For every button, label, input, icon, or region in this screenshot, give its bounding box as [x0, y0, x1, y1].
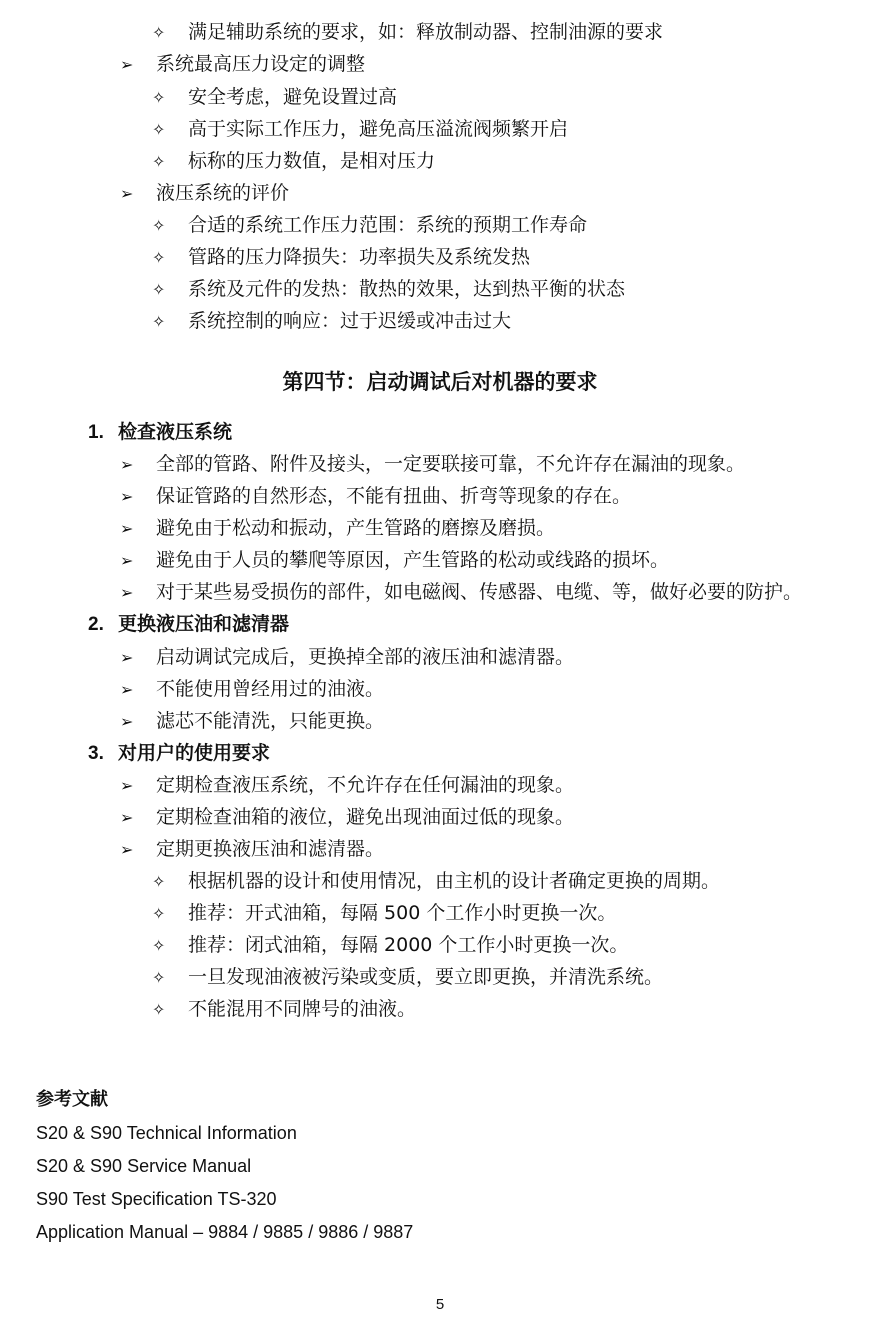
- diamond-bullet-icon: ✧: [152, 936, 166, 955]
- list-item: [152, 933, 628, 958]
- list-item-text: 全部的管路、附件及接头，一定要联接可靠，不允许存在漏油的现象。: [156, 453, 746, 475]
- diamond-bullet-icon: ✧: [152, 120, 166, 139]
- arrow-bullet-icon: ➢: [120, 680, 134, 699]
- list-item-text: 避免由于人员的攀爬等原因，产生管路的松动或线路的损坏。: [156, 549, 670, 571]
- list-item-text: 系统控制的响应：过于迟缓或冲击过大: [188, 310, 512, 332]
- list-item-text: 满足辅助系统的要求，如：释放制动器、控制油源的要求: [188, 21, 664, 43]
- list-item: [120, 484, 631, 509]
- heading-text: 对用户的使用要求: [118, 742, 271, 764]
- list-item-text: 根据机器的设计和使用情况，由主机的设计者确定更换的周期。: [188, 870, 721, 892]
- arrow-bullet-icon: ➢: [120, 583, 134, 602]
- heading-text: 更换液压油和滤清器: [118, 613, 290, 635]
- list-item: [152, 117, 568, 142]
- list-item-text: 安全考虑，避免设置过高: [188, 86, 398, 108]
- list-item: [120, 516, 555, 541]
- list-item: [152, 997, 416, 1022]
- list-item: [120, 580, 802, 605]
- diamond-bullet-icon: ✧: [152, 152, 166, 171]
- list-item-text: 一旦发现油液被污染或变质，要立即更换，并清洗系统。: [188, 966, 664, 988]
- arrow-bullet-icon: ➢: [120, 648, 134, 667]
- list-item-text: 推荐：开式油箱，每隔 500 个工作小时更换一次。: [188, 902, 617, 924]
- arrow-bullet-icon: ➢: [120, 184, 134, 203]
- diamond-bullet-icon: ✧: [152, 968, 166, 987]
- section-title: 第四节：启动调试后对机器的要求: [282, 370, 598, 394]
- reference-item: S20 & S90 Technical Information: [36, 1123, 297, 1143]
- list-item: [120, 452, 745, 477]
- arrow-bullet-icon: ➢: [120, 55, 134, 74]
- list-item: [152, 20, 663, 45]
- references-title: 参考文献: [36, 1089, 108, 1110]
- diamond-bullet-icon: ✧: [152, 88, 166, 107]
- page-number: 5: [435, 1296, 445, 1313]
- list-item-text: 高于实际工作压力，避免高压溢流阀频繁开启: [188, 118, 569, 140]
- list-item-text: 标称的压力数值，是相对压力: [188, 150, 436, 172]
- reference-item: S90 Test Specification TS-320: [36, 1189, 277, 1209]
- arrow-bullet-icon: ➢: [120, 808, 134, 827]
- list-item-text: 启动调试完成后，更换掉全部的液压油和滤清器。: [156, 646, 575, 668]
- diamond-bullet-icon: ✧: [152, 872, 166, 891]
- list-item: [152, 309, 511, 334]
- list-item: [120, 181, 289, 206]
- list-item: [152, 149, 435, 174]
- list-item-text: 不能使用曾经用过的油液。: [156, 678, 385, 700]
- numbered-heading: [88, 420, 232, 445]
- heading-number: 1.: [88, 422, 104, 443]
- list-item-text: 系统及元件的发热：散热的效果，达到热平衡的状态: [188, 278, 626, 300]
- list-item: [120, 837, 384, 862]
- list-item-text: 系统最高压力设定的调整: [156, 53, 366, 75]
- list-item-text: 推荐：闭式油箱，每隔 2000 个工作小时更换一次。: [188, 934, 629, 956]
- arrow-bullet-icon: ➢: [120, 776, 134, 795]
- diamond-bullet-icon: ✧: [152, 216, 166, 235]
- arrow-bullet-icon: ➢: [120, 455, 134, 474]
- list-item-text: 避免由于松动和振动，产生管路的磨擦及磨损。: [156, 517, 556, 539]
- diamond-bullet-icon: ✧: [152, 1000, 166, 1019]
- arrow-bullet-icon: ➢: [120, 840, 134, 859]
- diamond-bullet-icon: ✧: [152, 248, 166, 267]
- list-item: [152, 85, 397, 110]
- list-item: [120, 677, 384, 702]
- list-item: [152, 901, 616, 926]
- list-item: [152, 965, 663, 990]
- numbered-heading: [88, 612, 289, 637]
- list-item-text: 合适的系统工作压力范围：系统的预期工作寿命: [188, 214, 588, 236]
- list-item-text: 定期检查油箱的液位，避免出现油面过低的现象。: [156, 806, 575, 828]
- diamond-bullet-icon: ✧: [152, 280, 166, 299]
- heading-number: 3.: [88, 743, 104, 764]
- arrow-bullet-icon: ➢: [120, 519, 134, 538]
- list-item-text: 定期更换液压油和滤清器。: [156, 838, 385, 860]
- heading-text: 检查液压系统: [118, 421, 233, 443]
- arrow-bullet-icon: ➢: [120, 712, 134, 731]
- list-item-text: 保证管路的自然形态，不能有扭曲、折弯等现象的存在。: [156, 485, 632, 507]
- diamond-bullet-icon: ✧: [152, 312, 166, 331]
- reference-item: S20 & S90 Service Manual: [36, 1156, 252, 1176]
- list-item: [152, 869, 720, 894]
- list-item: [120, 548, 669, 573]
- diamond-bullet-icon: ✧: [152, 23, 166, 42]
- arrow-bullet-icon: ➢: [120, 487, 134, 506]
- heading-number: 2.: [88, 614, 104, 635]
- list-item-text: 对于某些易受损伤的部件，如电磁阀、传感器、电缆、等，做好必要的防护。: [156, 581, 803, 603]
- list-item-text: 定期检查液压系统，不允许存在任何漏油的现象。: [156, 774, 575, 796]
- list-item: [120, 52, 365, 77]
- arrow-bullet-icon: ➢: [120, 551, 134, 570]
- list-item: [120, 805, 574, 830]
- list-item: [120, 773, 574, 798]
- list-item: [152, 213, 587, 238]
- list-item-text: 滤芯不能清洗，只能更换。: [156, 710, 385, 732]
- reference-item: Application Manual – 9884 / 9885 / 9886 / 9887: [36, 1222, 414, 1242]
- list-item-text: 液压系统的评价: [156, 182, 290, 204]
- list-item: [120, 709, 384, 734]
- list-item: [120, 645, 574, 670]
- diamond-bullet-icon: ✧: [152, 904, 166, 923]
- numbered-heading: [88, 741, 270, 766]
- list-item-text: 管路的压力降损失：功率损失及系统发热: [188, 246, 531, 268]
- list-item-text: 不能混用不同牌号的油液。: [188, 998, 417, 1020]
- list-item: [152, 277, 625, 302]
- list-item: [152, 245, 530, 270]
